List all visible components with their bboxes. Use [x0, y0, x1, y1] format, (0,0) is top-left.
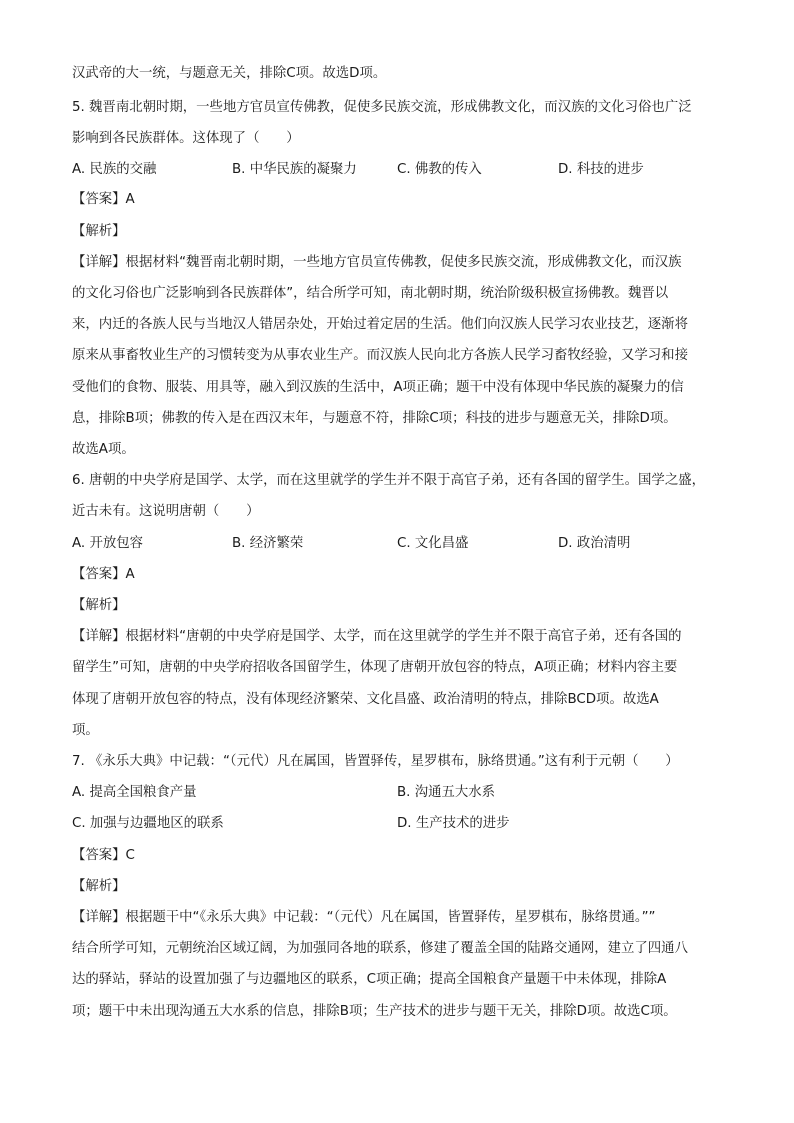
- q5-option-d: D. 科技的进步: [558, 162, 644, 177]
- text-line: 汉武帝的大一统，与题意无关，排除C项。故选D项。: [72, 66, 387, 81]
- q5-analysis-heading: 【解析】: [72, 224, 126, 239]
- q6-option-a: A. 开放包容: [72, 536, 143, 551]
- q7-explanation-line: 【详解】根据题干中“《永乐大典》中记载：“（元代）凡在属国，皆置驿传，星罗棋布，脉络贯通。””: [72, 910, 656, 925]
- question-5-stem: 5. 魏晋南北朝时期，一些地方官员宣传佛教，促使多民族交流，形成佛教文化，而汉族的文化习俗也广泛: [72, 100, 692, 115]
- q5-explanation-line: 原来从事畜牧业生产的习惯转变为从事农业生产。而汉族人民向北方各族人民学习畜牧经验，又学习和接: [72, 348, 688, 363]
- q5-option-b: B. 中华民族的凝聚力: [232, 162, 357, 177]
- question-6-stem-cont: 近古未有。这说明唐朝（ ）: [72, 504, 260, 519]
- q5-explanation-line: 【详解】根据材料“魏晋南北朝时期，一些地方官员宣传佛教，促使多民族交流，形成佛教文化，而汉族: [72, 255, 682, 270]
- q5-answer: 【答案】A: [72, 192, 135, 207]
- q5-option-c: C. 佛教的传入: [397, 162, 482, 177]
- q6-explanation-line: 项。: [72, 723, 99, 738]
- question-5-stem-cont: 影响到各民族群体。这体现了（ ）: [72, 131, 300, 146]
- q6-option-c: C. 文化昌盛: [397, 536, 469, 551]
- q6-explanation-line: 【详解】根据材料“唐朝的中央学府是国学、太学，而在这里就学的学生并不限于高官子弟，还有各国的: [72, 629, 682, 644]
- q6-answer: 【答案】A: [72, 567, 135, 582]
- q7-option-c: C. 加强与边疆地区的联系: [72, 816, 224, 831]
- q7-answer: 【答案】C: [72, 848, 135, 863]
- q5-explanation-line: 故选A项。: [72, 442, 135, 457]
- q7-explanation-line: 项；题干中未出现沟通五大水系的信息，排除B项；生产技术的进步与题干无关，排除D项。故选C项。: [72, 1004, 677, 1019]
- q6-option-b: B. 经济繁荣: [232, 536, 304, 551]
- q7-option-b: B. 沟通五大水系: [397, 785, 496, 800]
- q5-explanation-line: 来，内迁的各族人民与当地汉人错居杂处，开始过着定居的生活。他们向汉族人民学习农业技艺，逐渐将: [72, 317, 688, 332]
- question-7-stem: 7. 《永乐大典》中记载：“（元代）凡在属国，皆置驿传，星罗棋布，脉络贯通。”这有利于元朝（ ）: [72, 754, 679, 769]
- q5-explanation-line: 的文化习俗也广泛影响到各民族群体”，结合所学可知，南北朝时期，统治阶级积极宣扬佛教。魏晋以: [72, 286, 669, 301]
- q7-analysis-heading: 【解析】: [72, 879, 126, 894]
- q6-analysis-heading: 【解析】: [72, 598, 126, 613]
- q7-option-a: A. 提高全国粮食产量: [72, 785, 197, 800]
- q7-explanation-line: 达的驿站，驿站的设置加强了与边疆地区的联系，C项正确；提高全国粮食产量题干中未体现，排除A: [72, 972, 667, 987]
- q6-option-d: D. 政治清明: [558, 536, 631, 551]
- q6-explanation-line: 留学生”可知，唐朝的中央学府招收各国留学生，体现了唐朝开放包容的特点，A项正确；材料内容主要: [72, 660, 678, 675]
- q5-explanation-line: 息，排除B项；佛教的传入是在西汉末年，与题意不符，排除C项；科技的进步与题意无关，排除D项。: [72, 411, 677, 426]
- q5-explanation-line: 受他们的食物、服装、用具等，融入到汉族的生活中，A项正确；题干中没有体现中华民族的凝聚力的信: [72, 380, 684, 395]
- q5-option-a: A. 民族的交融: [72, 162, 157, 177]
- q6-explanation-line: 体现了唐朝开放包容的特点，没有体现经济繁荣、文化昌盛、政治清明的特点，排除BCD项。故选A: [72, 692, 659, 707]
- question-6-stem: 6. 唐朝的中央学府是国学、太学，而在这里就学的学生并不限于高官子弟，还有各国的留学生。国学之盛，: [72, 473, 705, 488]
- q7-explanation-line: 结合所学可知，元朝统治区域辽阔，为加强同各地的联系，修建了覆盖全国的陆路交通网，建立了四通八: [72, 941, 688, 956]
- q7-option-d: D. 生产技术的进步: [397, 816, 510, 831]
